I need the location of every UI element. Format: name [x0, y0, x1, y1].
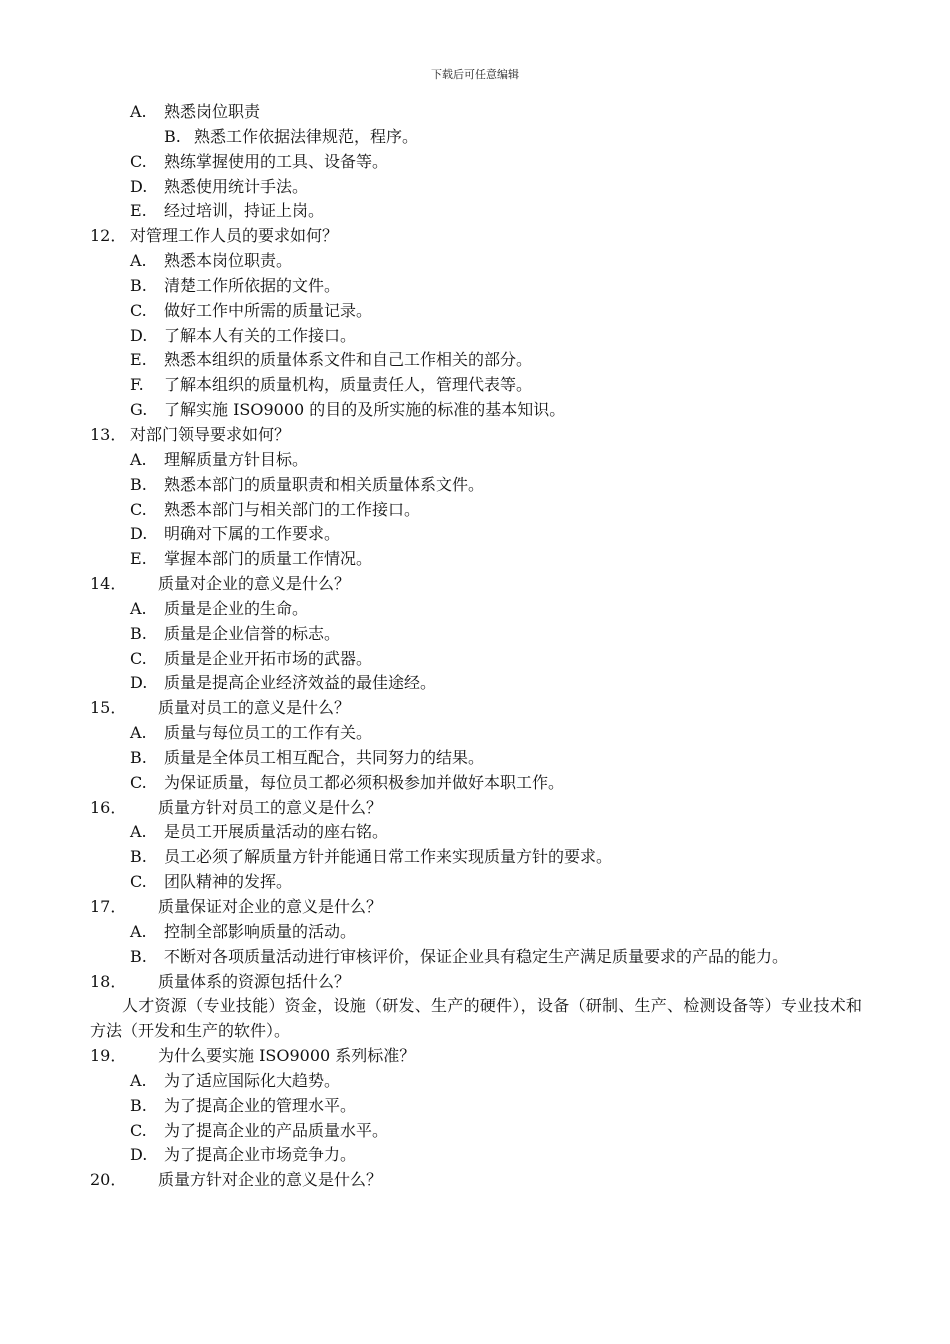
option-label: D. [130, 524, 148, 544]
question-line [90, 696, 880, 721]
question-line [90, 796, 880, 821]
option-label: A. [130, 251, 147, 271]
option-text: 质量是企业开拓市场的武器。 [164, 648, 373, 668]
option-text: 熟悉本组织的质量体系文件和自己工作相关的部分。 [164, 350, 533, 370]
option-label: D. [130, 1145, 148, 1165]
option-text: 熟悉使用统计手法。 [164, 176, 309, 196]
option-label: D. [130, 325, 148, 345]
option-line [90, 1143, 880, 1168]
option-text: 质量是全体员工相互配合，共同努力的结果。 [164, 747, 485, 767]
option-line [90, 299, 880, 324]
option-label: B. [130, 474, 147, 494]
option-text: 熟练掌握使用的工具、设备等。 [164, 151, 389, 171]
answer-paragraph: 人才资源（专业技能）资金，设施（研发、生产的硬件），设备（研制、生产、检测设备等）专业技术和方法（开发和生产的软件）。 [90, 996, 862, 1041]
option-label: E. [130, 549, 147, 569]
option-line [90, 870, 880, 895]
option-label: C. [130, 300, 147, 320]
question-line [90, 1168, 880, 1193]
option-text: 清楚工作所依据的文件。 [164, 275, 341, 295]
option-text: 为了提高企业的产品质量水平。 [164, 1120, 389, 1140]
option-line [90, 647, 880, 672]
option-line [90, 100, 880, 125]
option-label: B. [130, 623, 147, 643]
question-text: 质量方针对员工的意义是什么？ [158, 797, 383, 817]
question-line [90, 572, 880, 597]
option-line [90, 547, 880, 572]
option-label: B. [130, 946, 147, 966]
question-number: 12． [90, 226, 127, 246]
option-label: B. [130, 847, 147, 867]
question-number: 15． [90, 698, 127, 718]
option-label: F. [130, 375, 144, 395]
option-label: B. [130, 275, 147, 295]
question-text: 对管理工作人员的要求如何？ [130, 226, 339, 246]
question-number: 16． [90, 797, 127, 817]
option-label: C. [130, 772, 147, 792]
option-line [90, 125, 880, 150]
option-text: 质量是企业的生命。 [164, 598, 309, 618]
option-text: 熟悉本部门的质量职责和相关质量体系文件。 [164, 474, 485, 494]
option-line [90, 373, 880, 398]
question-text: 质量保证对企业的意义是什么？ [158, 897, 383, 916]
question-line [90, 895, 880, 920]
document-body [90, 100, 880, 1193]
option-line [90, 473, 880, 498]
question-line [90, 1044, 880, 1069]
option-label: D. [130, 673, 148, 693]
option-text: 熟悉本岗位职责。 [164, 251, 293, 271]
option-line [90, 348, 880, 373]
option-line [90, 1069, 880, 1094]
option-text: 质量是企业信誉的标志。 [164, 623, 341, 643]
option-label: C. [130, 499, 147, 519]
option-label: A. [130, 102, 147, 121]
option-line [90, 721, 880, 746]
option-label: E. [130, 201, 147, 221]
question-number: 17． [90, 897, 127, 916]
option-label: B. [130, 1095, 147, 1115]
option-text: 了解本人有关的工作接口。 [164, 325, 357, 345]
question-number: 19． [90, 1046, 127, 1066]
option-text: 熟悉工作依据法律规范，程序。 [194, 126, 419, 146]
option-text: 控制全部影响质量的活动。 [164, 921, 357, 941]
option-line [90, 1094, 880, 1119]
option-line [90, 249, 880, 274]
option-line [90, 199, 880, 224]
option-text: 团队精神的发挥。 [164, 872, 293, 892]
option-label: C. [130, 151, 147, 171]
question-text: 质量体系的资源包括什么？ [158, 971, 351, 991]
option-text: 员工必须了解质量方针并能通日常工作来实现质量方针的要求。 [164, 847, 613, 867]
option-label: G. [130, 400, 148, 420]
option-text: 经过培训，持证上岗。 [164, 201, 325, 221]
question-number: 20． [90, 1170, 127, 1190]
option-label: A. [130, 822, 147, 842]
option-text: 做好工作中所需的质量记录。 [164, 300, 373, 320]
option-line [90, 150, 880, 175]
option-line [90, 622, 880, 647]
option-line [90, 820, 880, 845]
option-text: 了解本组织的质量机构，质量责任人，管理代表等。 [164, 375, 533, 395]
option-text: 熟悉本部门与相关部门的工作接口。 [164, 499, 421, 519]
option-text: 理解质量方针目标。 [164, 449, 309, 469]
option-line [90, 522, 880, 547]
option-line [90, 671, 880, 696]
option-text: 为了提高企业市场竞争力。 [164, 1145, 357, 1165]
question-line [90, 224, 880, 249]
option-text: 不断对各项质量活动进行审核评价，保证企业具有稳定生产满足质量要求的产品的能力。 [164, 946, 789, 966]
page-header: 下载后可任意编辑 [431, 68, 519, 81]
option-line [90, 498, 880, 523]
option-line [90, 398, 880, 423]
option-label: A. [130, 921, 147, 941]
option-text: 明确对下属的工作要求。 [164, 524, 341, 544]
question-text: 质量对员工的意义是什么？ [158, 698, 351, 718]
option-line [90, 920, 880, 945]
option-text: 为保证质量，每位员工都必须积极参加并做好本职工作。 [164, 772, 565, 792]
option-line [90, 845, 880, 870]
option-text: 质量与每位员工的工作有关。 [164, 723, 373, 743]
question-text: 质量方针对企业的意义是什么？ [158, 1170, 383, 1190]
option-label: A. [130, 723, 147, 743]
question-text: 质量对企业的意义是什么？ [158, 574, 351, 594]
option-label: C. [130, 648, 147, 668]
option-label: A. [130, 449, 147, 469]
option-text: 熟悉岗位职责 [164, 102, 261, 121]
option-text: 了解实施 ISO9000 的目的及所实施的标准的基本知识。 [164, 400, 566, 420]
question-number: 18． [90, 971, 127, 991]
option-line [90, 597, 880, 622]
question-line [90, 970, 880, 995]
option-line [90, 175, 880, 200]
option-text: 掌握本部门的质量工作情况。 [164, 549, 373, 569]
option-label: E. [130, 350, 147, 370]
option-text: 质量是提高企业经济效益的最佳途经。 [164, 673, 437, 693]
option-text: 为了提高企业的管理水平。 [164, 1095, 357, 1115]
question-text: 对部门领导要求如何？ [130, 424, 291, 444]
question-number: 13． [90, 424, 127, 444]
option-line [90, 945, 880, 970]
option-label: C. [130, 872, 147, 892]
option-line [90, 1119, 880, 1144]
option-line [90, 771, 880, 796]
option-label: A. [130, 1070, 147, 1090]
option-line [90, 746, 880, 771]
option-line [90, 324, 880, 349]
option-text: 是员工开展质量活动的座右铭。 [164, 822, 389, 842]
option-label: B. [130, 747, 147, 767]
question-number: 14． [90, 574, 127, 594]
option-label: C. [130, 1120, 147, 1140]
option-text: 为了适应国际化大趋势。 [164, 1070, 341, 1090]
option-line [90, 448, 880, 473]
question-text: 为什么要实施 ISO9000 系列标准？ [158, 1046, 416, 1066]
option-label: B. [164, 126, 181, 146]
question-line [90, 423, 880, 448]
option-line [90, 274, 880, 299]
option-label: A. [130, 598, 147, 618]
option-label: D. [130, 176, 148, 196]
